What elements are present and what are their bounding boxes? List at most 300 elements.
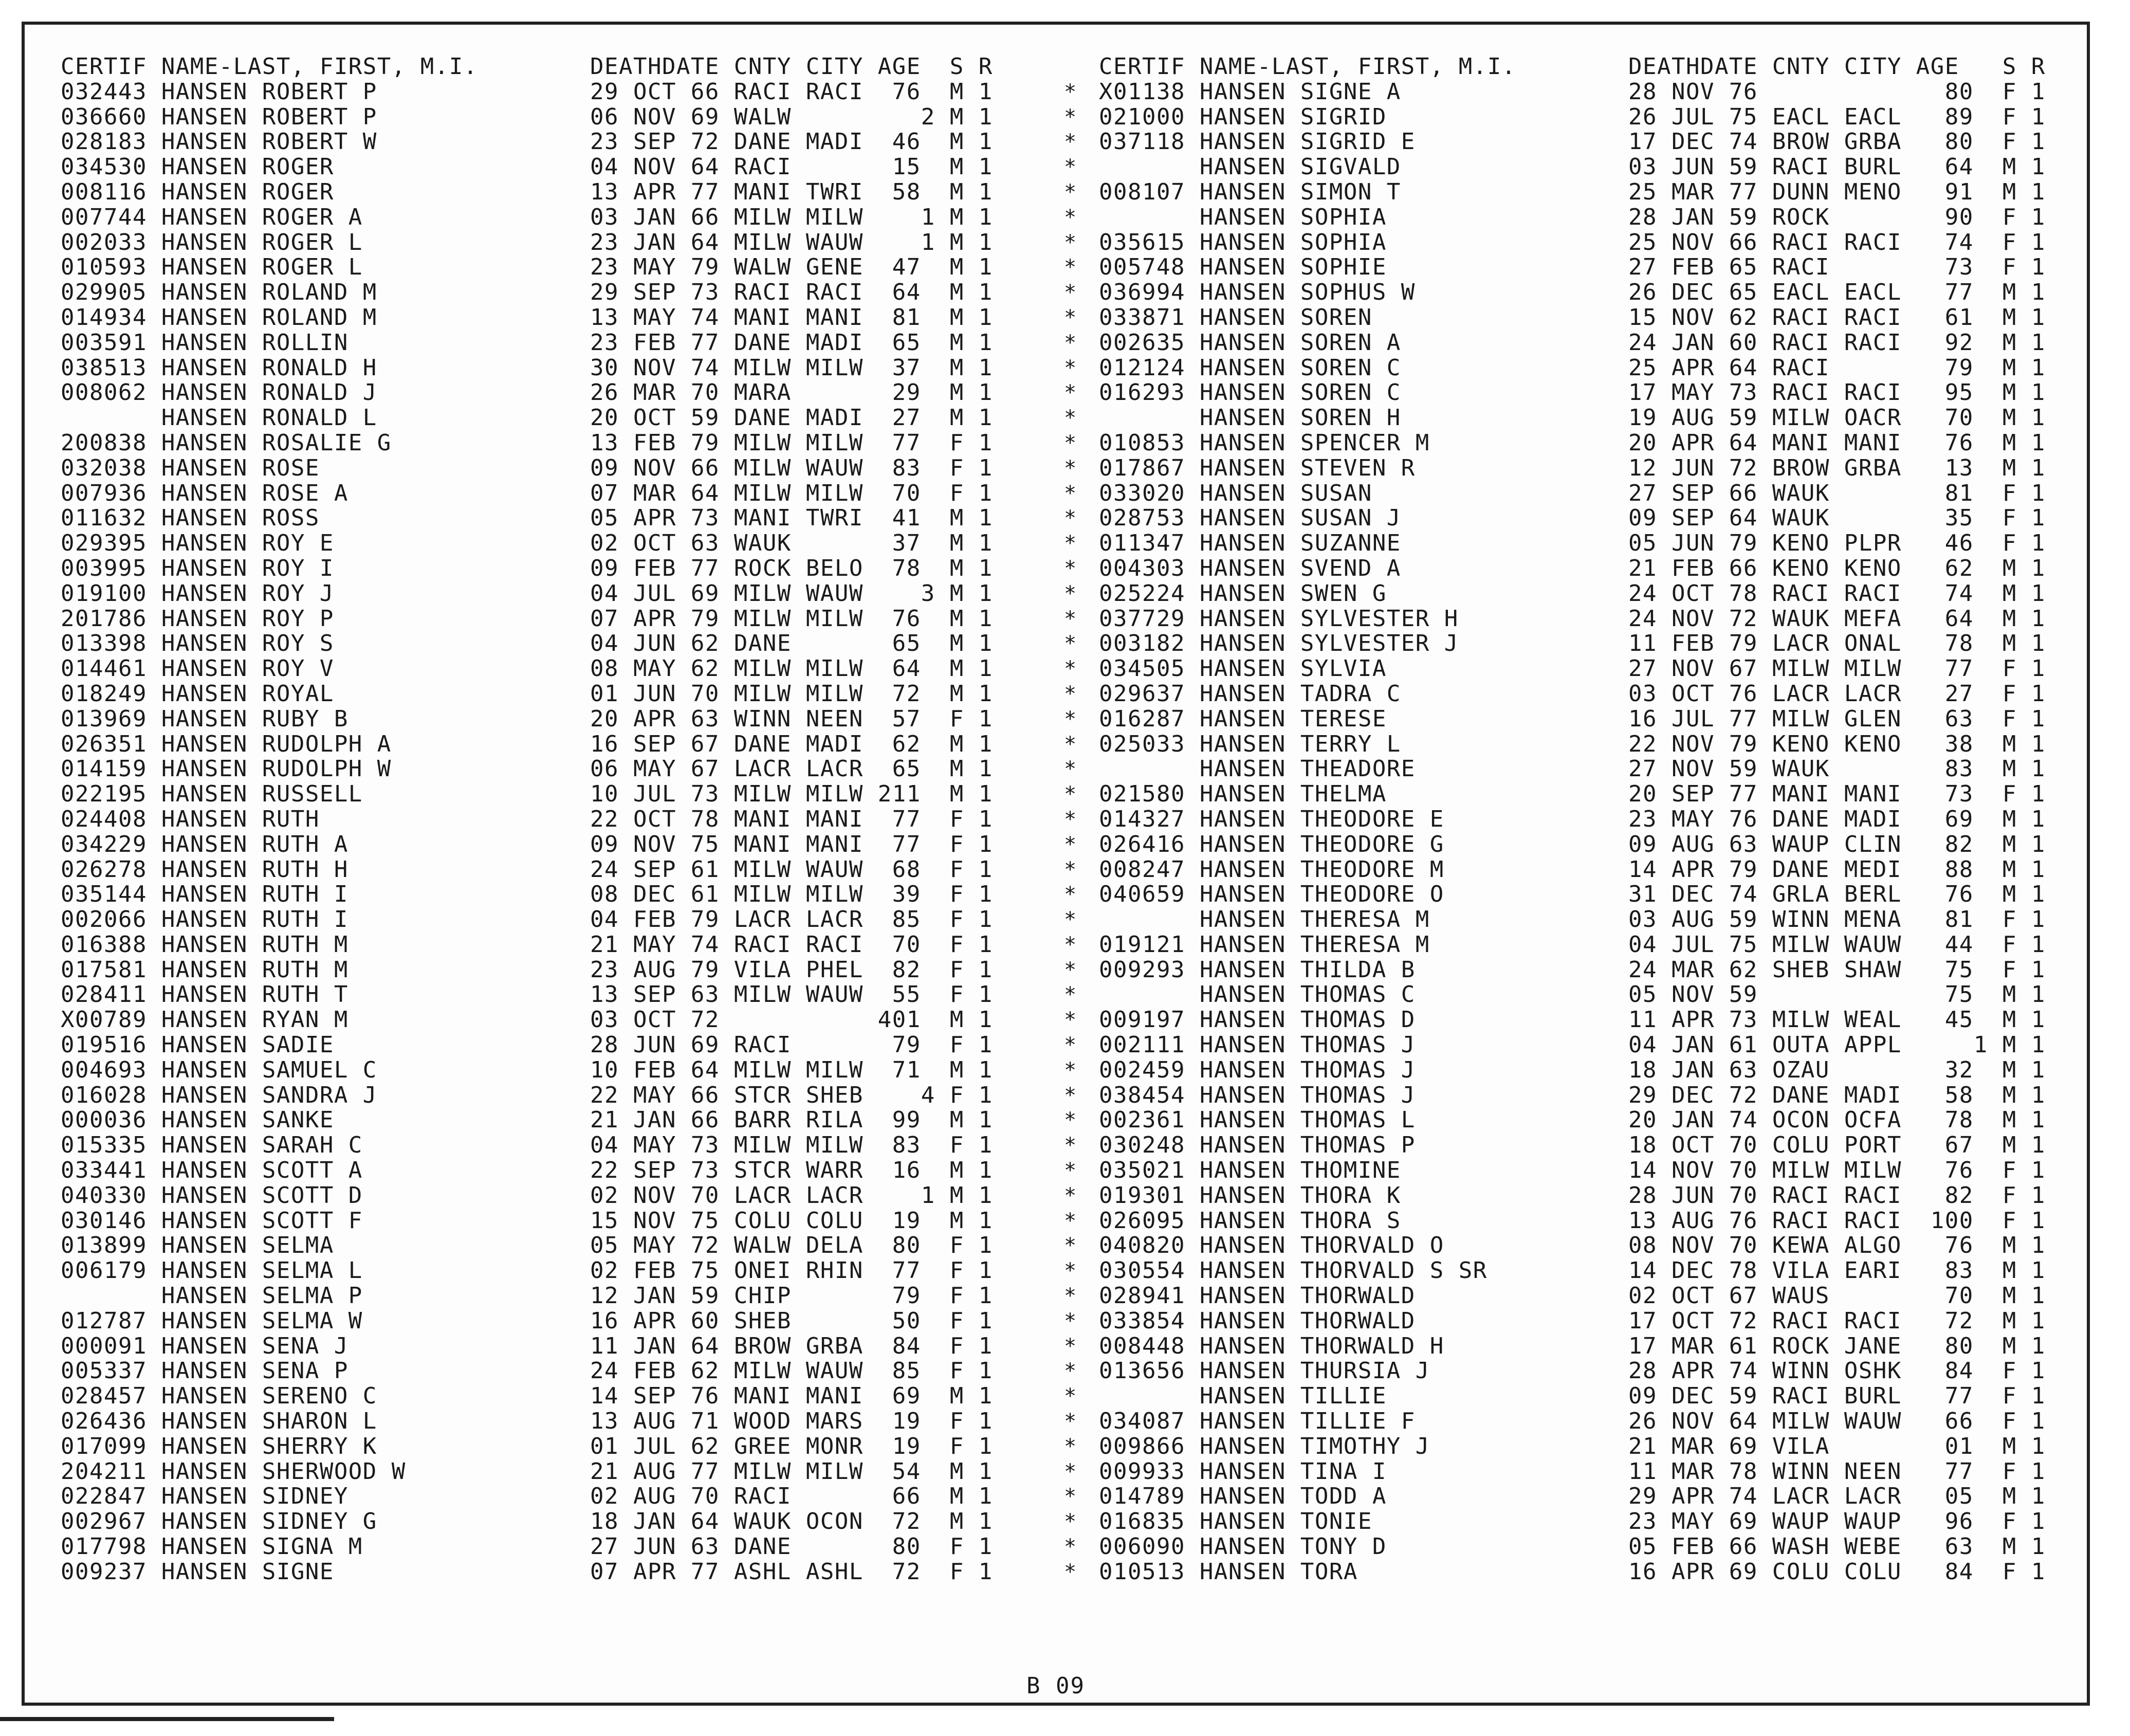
separator-star: *	[1063, 381, 1077, 405]
record-death-info: 13 AUG 76 RACI RACI 100 F 1	[1628, 1207, 2046, 1234]
record-name: 034229 HANSEN RUTH A	[61, 831, 348, 857]
record-death-info: 03 OCT 76 LACR LACR 27 F 1	[1628, 680, 2046, 707]
separator-star: *	[1063, 933, 1077, 957]
star-separator-column	[1058, 54, 1082, 1585]
record-death-info: 25 MAR 77 DUNN MENO 91 M 1	[1628, 178, 2046, 205]
record-death-info: 22 OCT 78 MANI MANI 77 F 1	[590, 806, 993, 832]
separator-star: *	[1063, 1309, 1077, 1333]
record-name: 014461 HANSEN ROY V	[61, 655, 334, 682]
record-name: 026436 HANSEN SHARON L	[61, 1408, 377, 1435]
record-death-info: 24 NOV 72 WAUK MEFA 64 M 1	[1628, 605, 2046, 632]
record-death-info: 28 JAN 59 ROCK 90 F 1	[1628, 204, 2046, 230]
record-death-info: 18 OCT 70 COLU PORT 67 M 1	[1628, 1132, 2046, 1159]
record-death-info: 03 JAN 66 MILW MILW 1 M 1	[590, 204, 993, 230]
record-death-info: 13 SEP 63 MILW WAUW 55 F 1	[590, 981, 993, 1008]
record-name: 017867 HANSEN STEVEN R	[1099, 454, 1416, 481]
record-name: 014789 HANSEN TODD A	[1099, 1483, 1387, 1510]
record-death-info: 12 JAN 59 CHIP 79 F 1	[590, 1283, 993, 1309]
record-death-info: 24 FEB 62 MILW WAUW 85 F 1	[590, 1358, 993, 1384]
record-death-info: 26 MAR 70 MARA 29 M 1	[590, 379, 993, 406]
record-name: 026351 HANSEN RUDOLPH A	[61, 730, 392, 757]
record-name: 012787 HANSEN SELMA W	[61, 1307, 363, 1334]
record-death-info: 28 NOV 76 80 F 1	[1628, 78, 2046, 105]
record-name: 032038 HANSEN ROSE	[61, 454, 320, 481]
record-name: 003591 HANSEN ROLLIN	[61, 329, 348, 356]
record-name: 013969 HANSEN RUBY B	[61, 705, 348, 732]
record-name: 204211 HANSEN SHERWOOD W	[61, 1458, 406, 1485]
record-name: 033020 HANSEN SUSAN	[1099, 480, 1372, 506]
record-name: 035615 HANSEN SOPHIA	[1099, 229, 1387, 255]
record-death-info: 21 AUG 77 MILW MILW 54 M 1	[590, 1458, 993, 1485]
record-name: 010593 HANSEN ROGER L	[61, 254, 363, 281]
record-name: 016835 HANSEN TONIE	[1099, 1508, 1372, 1535]
record-death-info: 04 JUL 75 MILW WAUW 44 F 1	[1628, 931, 2046, 958]
record-name: 028941 HANSEN THORWALD	[1099, 1283, 1416, 1309]
record-death-info: 06 MAY 67 LACR LACR 65 M 1	[590, 756, 993, 782]
record-name: 011347 HANSEN SUZANNE	[1099, 530, 1401, 557]
separator-star: *	[1063, 1284, 1077, 1308]
record-death-info: 16 JUL 77 MILW GLEN 63 F 1	[1628, 705, 2046, 732]
record-name: HANSEN THOMAS C	[1099, 981, 1416, 1008]
record-death-info: 23 JAN 64 MILW WAUW 1 M 1	[590, 229, 993, 255]
separator-star: *	[1063, 281, 1077, 305]
record-name: 030554 HANSEN THORVALD S SR	[1099, 1257, 1488, 1284]
record-name: 035021 HANSEN THOMINE	[1099, 1157, 1401, 1184]
record-death-info: 24 SEP 61 MILW WAUW 68 F 1	[590, 856, 993, 883]
record-death-info: 21 FEB 66 KENO KENO 62 M 1	[1628, 555, 2046, 581]
record-name: 029395 HANSEN ROY E	[61, 530, 334, 557]
left-deaths-header: DEATHDATE CNTY CITY AGE S R	[590, 53, 993, 80]
record-name: 018249 HANSEN ROYAL	[61, 680, 334, 707]
separator-star: *	[1063, 305, 1077, 330]
separator-star: *	[1063, 1410, 1077, 1434]
record-name: HANSEN SELMA P	[61, 1283, 363, 1309]
separator-star: *	[1063, 481, 1077, 505]
record-death-info: 24 MAR 62 SHEB SHAW 75 F 1	[1628, 956, 2046, 983]
record-death-info: 27 SEP 66 WAUK 81 F 1	[1628, 480, 2046, 506]
record-name: 010853 HANSEN SPENCER M	[1099, 429, 1430, 456]
left-deaths-list	[590, 80, 993, 1585]
record-name: 019100 HANSEN ROY J	[61, 580, 334, 607]
record-death-info: 04 NOV 64 RACI 15 M 1	[590, 154, 993, 180]
record-name: 009933 HANSEN TINA I	[1099, 1458, 1387, 1485]
separator-star: *	[1063, 1535, 1077, 1559]
right-names-header: CERTIF NAME-LAST, FIRST, M.I.	[1099, 53, 1516, 80]
record-death-info: 07 APR 79 MILW MILW 76 M 1	[590, 605, 993, 632]
record-death-info: 05 JUN 79 KENO PLPR 46 F 1	[1628, 530, 2046, 557]
record-death-info: 02 AUG 70 RACI 66 M 1	[590, 1483, 993, 1510]
separator-star: *	[1063, 757, 1077, 781]
record-death-info: 04 MAY 73 MILW MILW 83 F 1	[590, 1132, 993, 1159]
record-name: HANSEN RONALD L	[61, 405, 377, 431]
record-death-info: 04 FEB 79 LACR LACR 85 F 1	[590, 906, 993, 933]
record-name: 022195 HANSEN RUSSELL	[61, 781, 363, 808]
left-deaths-column	[590, 54, 993, 1585]
record-death-info: 01 JUL 62 GREE MONR 19 F 1	[590, 1433, 993, 1459]
record-name: X00789 HANSEN RYAN M	[61, 1007, 348, 1033]
record-name: 019301 HANSEN THORA K	[1099, 1182, 1401, 1209]
record-death-info: 13 AUG 71 WOOD MARS 19 F 1	[590, 1408, 993, 1435]
record-death-info: 13 MAY 74 MANI MANI 81 M 1	[590, 304, 993, 331]
separator-star: *	[1063, 983, 1077, 1007]
record-name: 003182 HANSEN SYLVESTER J	[1099, 630, 1459, 657]
record-name: 034087 HANSEN TILLIE F	[1099, 1408, 1416, 1435]
record-name: 026095 HANSEN THORA S	[1099, 1207, 1401, 1234]
record-name: HANSEN TILLIE	[1099, 1383, 1387, 1410]
record-name: 014327 HANSEN THEODORE E	[1099, 806, 1444, 832]
record-name: 028183 HANSEN ROBERT W	[61, 129, 377, 155]
record-death-info: 23 MAY 76 DANE MADI 69 M 1	[1628, 806, 2046, 832]
separator-star: *	[1063, 1083, 1077, 1107]
record-name: 201786 HANSEN ROY P	[61, 605, 334, 632]
record-name: 011632 HANSEN ROSS	[61, 505, 320, 532]
separator-star: *	[1063, 1108, 1077, 1132]
record-name: 025033 HANSEN TERRY L	[1099, 730, 1401, 757]
record-death-info: 11 JAN 64 BROW GRBA 84 F 1	[590, 1332, 993, 1359]
record-name: 035144 HANSEN RUTH I	[61, 881, 348, 908]
record-death-info: 11 FEB 79 LACR ONAL 78 M 1	[1628, 630, 2046, 657]
record-death-info: 14 DEC 78 VILA EARI 83 M 1	[1628, 1257, 2046, 1284]
record-name: 000091 HANSEN SENA J	[61, 1332, 348, 1359]
record-name: 040820 HANSEN THORVALD O	[1099, 1232, 1444, 1259]
record-death-info: 09 NOV 75 MANI MANI 77 F 1	[590, 831, 993, 857]
record-death-info: 22 NOV 79 KENO KENO 38 M 1	[1628, 730, 2046, 757]
record-death-info: 02 FEB 75 ONEI RHIN 77 F 1	[590, 1257, 993, 1284]
separator-star: *	[1063, 581, 1077, 606]
record-name: 006090 HANSEN TONY D	[1099, 1533, 1387, 1560]
record-name: HANSEN THERESA M	[1099, 906, 1430, 933]
record-name: 015335 HANSEN SARAH C	[61, 1132, 363, 1159]
record-name: 003995 HANSEN ROY I	[61, 555, 334, 581]
left-names-list	[61, 80, 478, 1585]
separator-star: *	[1063, 883, 1077, 907]
record-name: 034505 HANSEN SYLVIA	[1099, 655, 1387, 682]
separator-star: *	[1063, 908, 1077, 932]
record-death-info: 02 OCT 67 WAUS 70 M 1	[1628, 1283, 2046, 1309]
record-death-info: 14 SEP 76 MANI MANI 69 M 1	[590, 1383, 993, 1410]
record-death-info: 17 MAY 73 RACI RACI 95 M 1	[1628, 379, 2046, 406]
record-death-info: 02 NOV 70 LACR LACR 1 M 1	[590, 1182, 993, 1209]
record-name: 013656 HANSEN THURSIA J	[1099, 1358, 1430, 1384]
record-death-info: 27 NOV 59 WAUK 83 M 1	[1628, 756, 2046, 782]
record-name: 000036 HANSEN SANKE	[61, 1107, 334, 1134]
record-name: 002459 HANSEN THOMAS J	[1099, 1056, 1416, 1083]
separator-star: *	[1063, 1359, 1077, 1383]
record-name: 017581 HANSEN RUTH M	[61, 956, 348, 983]
record-name: 002635 HANSEN SOREN A	[1099, 329, 1401, 356]
record-death-info: 04 JUN 62 DANE 65 M 1	[590, 630, 993, 657]
record-death-info: 21 MAR 69 VILA 01 M 1	[1628, 1433, 2046, 1459]
record-death-info: 23 SEP 72 DANE MADI 46 M 1	[590, 129, 993, 155]
record-name: 004693 HANSEN SAMUEL C	[61, 1056, 377, 1083]
record-death-info: 10 FEB 64 MILW MILW 71 M 1	[590, 1056, 993, 1083]
record-death-info: 29 OCT 66 RACI RACI 76 M 1	[590, 78, 993, 105]
record-death-info: 23 FEB 77 DANE MADI 65 M 1	[590, 329, 993, 356]
page-label: B 09	[1026, 1673, 1085, 1699]
record-death-info: 29 DEC 72 DANE MADI 58 M 1	[1628, 1082, 2046, 1108]
separator-star: *	[1063, 657, 1077, 681]
record-name: 002361 HANSEN THOMAS L	[1099, 1107, 1416, 1134]
record-death-info: 26 NOV 64 MILW WAUW 66 F 1	[1628, 1408, 2046, 1435]
record-name: 036660 HANSEN ROBERT P	[61, 103, 377, 130]
record-death-info: 28 JUN 70 RACI RACI 82 F 1	[1628, 1182, 2046, 1209]
separator-star: *	[1063, 356, 1077, 380]
record-death-info: 09 DEC 59 RACI BURL 77 F 1	[1628, 1383, 2046, 1410]
record-death-info: 18 JAN 63 OZAU 32 M 1	[1628, 1056, 2046, 1083]
record-name: 034530 HANSEN ROGER	[61, 154, 334, 180]
separator-star: *	[1063, 1134, 1077, 1158]
record-name: 008247 HANSEN THEODORE M	[1099, 856, 1444, 883]
separator-star: *	[1063, 230, 1077, 254]
separator-star: *	[1063, 180, 1077, 204]
separator-star: *	[1063, 205, 1077, 229]
record-death-info: 08 NOV 70 KEWA ALGO 76 M 1	[1628, 1232, 2046, 1259]
record-name: 007744 HANSEN ROGER A	[61, 204, 363, 230]
separator-star: *	[1063, 682, 1077, 706]
record-name: 007936 HANSEN ROSE A	[61, 480, 348, 506]
record-death-info: 06 NOV 69 WALW 2 M 1	[590, 103, 993, 130]
record-death-info: 29 APR 74 LACR LACR 05 M 1	[1628, 1483, 2046, 1510]
record-name: 016287 HANSEN TERESE	[1099, 705, 1387, 732]
separator-star: *	[1063, 1159, 1077, 1183]
record-death-info: 22 MAY 66 STCR SHEB 4 F 1	[590, 1082, 993, 1108]
separator-star: *	[1063, 1234, 1077, 1258]
record-death-info: 24 OCT 78 RACI RACI 74 M 1	[1628, 580, 2046, 607]
record-name: 019121 HANSEN THERESA M	[1099, 931, 1430, 958]
separator-star: *	[1063, 807, 1077, 831]
separator-star: *	[1063, 1058, 1077, 1082]
record-name: 010513 HANSEN TORA	[1099, 1558, 1358, 1585]
record-death-info: 04 JAN 61 OUTA APPL 1 M 1	[1628, 1032, 2046, 1058]
record-name: 028753 HANSEN SUSAN J	[1099, 505, 1401, 532]
record-death-info: 22 SEP 73 STCR WARR 16 M 1	[590, 1157, 993, 1184]
record-death-info: 11 APR 73 MILW WEAL 45 M 1	[1628, 1007, 2046, 1033]
separator-star: *	[1063, 1384, 1077, 1409]
record-death-info: 28 APR 74 WINN OSHK 84 F 1	[1628, 1358, 2046, 1384]
separator-star: *	[1063, 632, 1077, 656]
separator-star: *	[1063, 832, 1077, 856]
record-name: 030248 HANSEN THOMAS P	[1099, 1132, 1416, 1159]
record-death-info: 20 APR 63 WINN NEEN 57 F 1	[590, 705, 993, 732]
separator-star: *	[1063, 1334, 1077, 1358]
record-name: 008448 HANSEN THORWALD H	[1099, 1332, 1444, 1359]
record-name: 002111 HANSEN THOMAS J	[1099, 1032, 1416, 1058]
record-death-info: 15 NOV 75 COLU COLU 19 M 1	[590, 1207, 993, 1234]
separator-star: *	[1063, 1560, 1077, 1584]
record-name: 033854 HANSEN THORWALD	[1099, 1307, 1416, 1334]
separator-star: *	[1063, 255, 1077, 280]
record-death-info: 08 MAY 62 MILW MILW 64 M 1	[590, 655, 993, 682]
record-name: HANSEN THEADORE	[1099, 756, 1416, 782]
record-death-info: 13 APR 77 MANI TWRI 58 M 1	[590, 178, 993, 205]
record-death-info: 10 JUL 73 MILW MILW 211 M 1	[590, 781, 993, 808]
record-death-info: 20 SEP 77 MANI MANI 73 F 1	[1628, 781, 2046, 808]
record-name: 026416 HANSEN THEODORE G	[1099, 831, 1444, 857]
record-death-info: 21 MAY 74 RACI RACI 70 F 1	[590, 931, 993, 958]
record-name: 005337 HANSEN SENA P	[61, 1358, 348, 1384]
record-death-info: 31 DEC 74 GRLA BERL 76 M 1	[1628, 881, 2046, 908]
separator-star: *	[1063, 1033, 1077, 1057]
record-name: 200838 HANSEN ROSALIE G	[61, 429, 392, 456]
record-name: 006179 HANSEN SELMA L	[61, 1257, 363, 1284]
record-death-info: 05 FEB 66 WASH WEBE 63 M 1	[1628, 1533, 2046, 1560]
record-name: 013398 HANSEN ROY S	[61, 630, 334, 657]
record-name: 002033 HANSEN ROGER L	[61, 229, 363, 255]
separator-star: *	[1063, 707, 1077, 731]
record-death-info: 27 FEB 65 RACI 73 F 1	[1628, 254, 2046, 281]
record-name: 022847 HANSEN SIDNEY	[61, 1483, 348, 1510]
separator-star: *	[1063, 1510, 1077, 1534]
record-name: 002066 HANSEN RUTH I	[61, 906, 348, 933]
record-death-info: 04 JUL 69 MILW WAUW 3 M 1	[590, 580, 993, 607]
separator-star: *	[1063, 506, 1077, 531]
record-death-info: 09 FEB 77 ROCK BELO 78 M 1	[590, 555, 993, 581]
record-death-info: 09 SEP 64 WAUK 35 F 1	[1628, 505, 2046, 532]
record-name: 008107 HANSEN SIMON T	[1099, 178, 1401, 205]
record-death-info: 21 JAN 66 BARR RILA 99 M 1	[590, 1107, 993, 1134]
record-name: 033871 HANSEN SOREN	[1099, 304, 1372, 331]
record-name: HANSEN SIGVALD	[1099, 154, 1401, 180]
separator-star: *	[1063, 1183, 1077, 1208]
record-name: 009197 HANSEN THOMAS D	[1099, 1007, 1416, 1033]
right-names-list	[1099, 80, 1516, 1585]
separator-star: *	[1063, 80, 1077, 104]
record-death-info: 05 MAY 72 WALW DELA 80 F 1	[590, 1232, 993, 1259]
record-name: 036994 HANSEN SOPHUS W	[1099, 279, 1416, 306]
separator-star: *	[1063, 532, 1077, 556]
separator-star: *	[1063, 732, 1077, 756]
record-death-info: 23 MAY 69 WAUP WAUP 96 F 1	[1628, 1508, 2046, 1535]
separator-star: *	[1063, 607, 1077, 631]
separator-star: *	[1063, 1008, 1077, 1032]
record-name: 008062 HANSEN RONALD J	[61, 379, 377, 406]
separator-star: *	[1063, 331, 1077, 355]
record-name: 005748 HANSEN SOPHIE	[1099, 254, 1387, 281]
record-death-info: 18 JAN 64 WAUK OCON 72 M 1	[590, 1508, 993, 1535]
record-death-info: 17 MAR 61 ROCK JANE 80 M 1	[1628, 1332, 2046, 1359]
record-death-info: 20 OCT 59 DANE MADI 27 M 1	[590, 405, 993, 431]
separator-star: *	[1063, 958, 1077, 982]
record-death-info: 23 MAY 79 WALW GENE 47 M 1	[590, 254, 993, 281]
record-name: 014159 HANSEN RUDOLPH W	[61, 756, 392, 782]
separator-star: *	[1063, 406, 1077, 430]
right-deaths-header: DEATHDATE CNTY CITY AGE S R	[1628, 53, 2046, 80]
record-name: 028457 HANSEN SERENO C	[61, 1383, 377, 1410]
record-name: 040330 HANSEN SCOTT D	[61, 1182, 363, 1209]
record-death-info: 14 APR 79 DANE MEDI 88 M 1	[1628, 856, 2046, 883]
record-death-info: 16 APR 69 COLU COLU 84 F 1	[1628, 1558, 2046, 1585]
right-deaths-list	[1628, 80, 2046, 1585]
record-name: 029905 HANSEN ROLAND M	[61, 279, 377, 306]
record-name: 030146 HANSEN SCOTT F	[61, 1207, 363, 1234]
right-names-column	[1099, 54, 1516, 1585]
record-death-info: 29 SEP 73 RACI RACI 64 M 1	[590, 279, 993, 306]
separator-star: *	[1063, 857, 1077, 882]
record-name: 009293 HANSEN THILDA B	[1099, 956, 1416, 983]
left-names-column	[61, 54, 478, 1585]
right-deaths-column	[1628, 54, 2046, 1585]
separator-star: *	[1063, 556, 1077, 580]
record-death-info: 02 OCT 63 WAUK 37 M 1	[590, 530, 993, 557]
record-death-info: 03 AUG 59 WINN MENA 81 F 1	[1628, 906, 2046, 933]
record-name: X01138 HANSEN SIGNE A	[1099, 78, 1401, 105]
record-name: 017798 HANSEN SIGNA M	[61, 1533, 363, 1560]
record-name: 016293 HANSEN SOREN C	[1099, 379, 1401, 406]
record-death-info: 01 JUN 70 MILW MILW 72 M 1	[590, 680, 993, 707]
separator-star: *	[1063, 155, 1077, 179]
record-death-info: 05 NOV 59 75 M 1	[1628, 981, 2046, 1008]
record-name: 009237 HANSEN SIGNE	[61, 1558, 334, 1585]
record-death-info: 05 APR 73 MANI TWRI 41 M 1	[590, 505, 993, 532]
record-death-info: 03 OCT 72 401 M 1	[590, 1007, 993, 1033]
record-death-info: 09 AUG 63 WAUP CLIN 82 M 1	[1628, 831, 2046, 857]
record-death-info: 12 JUN 72 BROW GRBA 13 M 1	[1628, 454, 2046, 481]
record-death-info: 20 APR 64 MANI MANI 76 M 1	[1628, 429, 2046, 456]
record-death-info: 28 JUN 69 RACI 79 F 1	[590, 1032, 993, 1058]
separator-star: *	[1063, 456, 1077, 480]
listing-page	[22, 22, 2090, 1706]
record-death-info: 16 APR 60 SHEB 50 F 1	[590, 1307, 993, 1334]
record-name: 026278 HANSEN RUTH H	[61, 856, 348, 883]
record-name: 008116 HANSEN ROGER	[61, 178, 334, 205]
record-name: 037118 HANSEN SIGRID E	[1099, 129, 1416, 155]
record-name: 004303 HANSEN SVEND A	[1099, 555, 1401, 581]
record-name: 024408 HANSEN RUTH	[61, 806, 320, 832]
record-death-info: 11 MAR 78 WINN NEEN 77 F 1	[1628, 1458, 2046, 1485]
separator-star: *	[1063, 130, 1077, 154]
record-death-info: 09 NOV 66 MILW WAUW 83 F 1	[590, 454, 993, 481]
record-name: HANSEN SOPHIA	[1099, 204, 1387, 230]
record-death-info: 17 DEC 74 BROW GRBA 80 F 1	[1628, 129, 2046, 155]
record-name: 016388 HANSEN RUTH M	[61, 931, 348, 958]
record-name: 038513 HANSEN RONALD H	[61, 354, 377, 381]
record-name: 025224 HANSEN SWEN G	[1099, 580, 1387, 607]
record-death-info: 16 SEP 67 DANE MADI 62 M 1	[590, 730, 993, 757]
record-death-info: 23 AUG 79 VILA PHEL 82 F 1	[590, 956, 993, 983]
separator-star: *	[1063, 1485, 1077, 1509]
separator-star: *	[1063, 431, 1077, 455]
record-name: 033441 HANSEN SCOTT A	[61, 1157, 363, 1184]
separator-star: *	[1063, 1259, 1077, 1283]
record-name: 040659 HANSEN THEODORE O	[1099, 881, 1444, 908]
separator-star: *	[1063, 105, 1077, 129]
record-name: HANSEN SOREN H	[1099, 405, 1401, 431]
record-name: 038454 HANSEN THOMAS J	[1099, 1082, 1416, 1108]
record-death-info: 19 AUG 59 MILW OACR 70 M 1	[1628, 405, 2046, 431]
record-death-info: 07 APR 77 ASHL ASHL 72 F 1	[590, 1558, 993, 1585]
record-death-info: 27 JUN 63 DANE 80 F 1	[590, 1533, 993, 1560]
record-name: 017099 HANSEN SHERRY K	[61, 1433, 377, 1459]
record-death-info: 30 NOV 74 MILW MILW 37 M 1	[590, 354, 993, 381]
record-death-info: 13 FEB 79 MILW MILW 77 F 1	[590, 429, 993, 456]
record-name: 029637 HANSEN TADRA C	[1099, 680, 1401, 707]
record-death-info: 14 NOV 70 MILW MILW 76 F 1	[1628, 1157, 2046, 1184]
separator-star: *	[1063, 782, 1077, 807]
record-name: 012124 HANSEN SOREN C	[1099, 354, 1401, 381]
record-death-info: 27 NOV 67 MILW MILW 77 F 1	[1628, 655, 2046, 682]
record-death-info: 20 JAN 74 OCON OCFA 78 M 1	[1628, 1107, 2046, 1134]
record-name: 032443 HANSEN ROBERT P	[61, 78, 377, 105]
record-name: 016028 HANSEN SANDRA J	[61, 1082, 377, 1108]
record-death-info: 26 JUL 75 EACL EACL 89 F 1	[1628, 103, 2046, 130]
record-death-info: 25 APR 64 RACI 79 M 1	[1628, 354, 2046, 381]
record-death-info: 17 OCT 72 RACI RACI 72 M 1	[1628, 1307, 2046, 1334]
record-name: 013899 HANSEN SELMA	[61, 1232, 334, 1259]
left-names-header: CERTIF NAME-LAST, FIRST, M.I.	[61, 53, 478, 80]
record-death-info: 03 JUN 59 RACI BURL 64 M 1	[1628, 154, 2046, 180]
record-death-info: 26 DEC 65 EACL EACL 77 M 1	[1628, 279, 2046, 306]
separator-star: *	[1063, 1209, 1077, 1233]
